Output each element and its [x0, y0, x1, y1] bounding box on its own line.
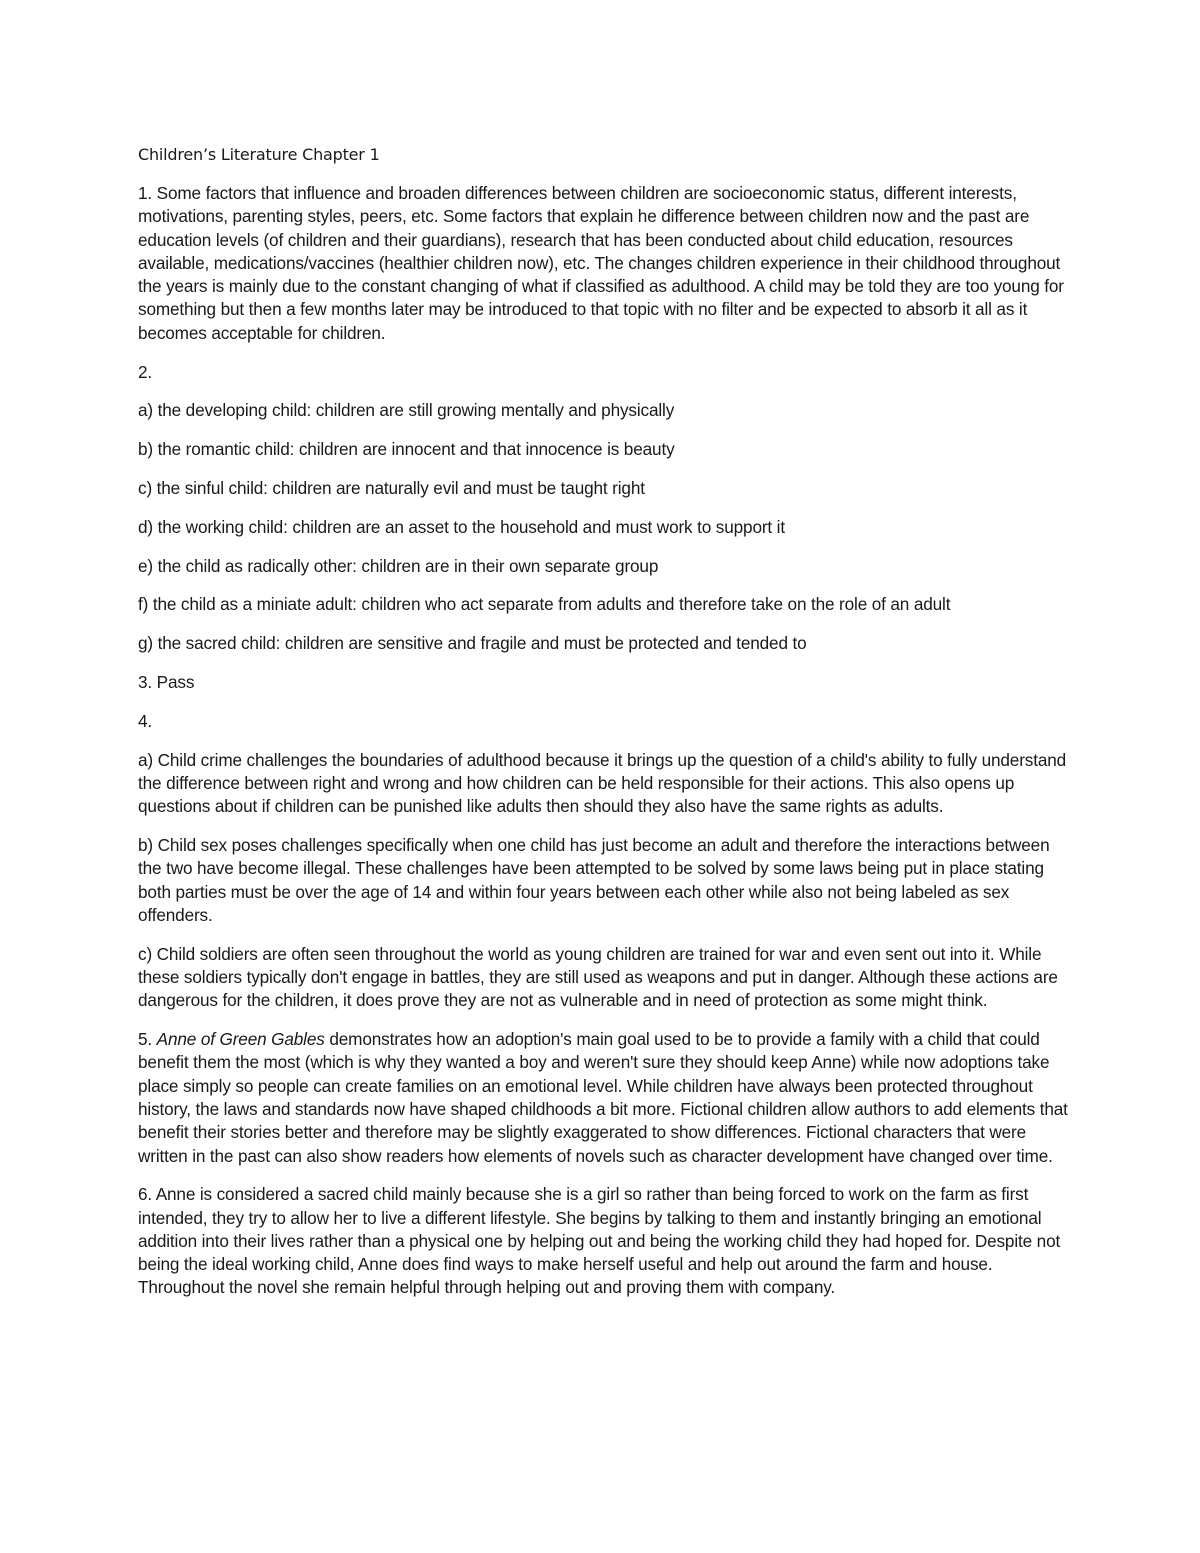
answer-5-text: demonstrates how an adoption's main goal used to be to provide a family with a child that could benefit them the most (which is why they wanted a boy and weren't sure they should keep Anne) while now adoptions take place simply so people can create families on an emotional level. While children have always been protected throughout history, the laws and standards now have shaped childhoods a bit more. Fictional children allow authors to add elements that benefit their stories better and therefore may be slightly exaggerated to show differences. Fictional characters that were written in the past can also show readers how elements of novels such as character development have changed over time. — [138, 1029, 1068, 1166]
answer-2-item-b: b) the romantic child: children are innocent and that innocence is beauty — [138, 439, 675, 460]
answer-5 — [138, 1028, 1068, 1168]
answer-5-number: 5. — [138, 1029, 157, 1050]
answer-1-text: Some factors that influence and broaden differences between children are socioeconomic status, different interests, motivations, parenting styles, peers, etc. Some factors that explain he difference between children now and the past are education levels (of children and their guardians), research that has been conducted about child education, resources available, medications/vaccines (healthier children now), etc. The changes children experience in their childhood throughout the years is mainly due to the constant changing of what if classified as adulthood. A child may be told they are too young for something but then a few months later may be introduced to that topic with no filter and be expected to absorb it all as it becomes acceptable for children. — [138, 183, 1064, 343]
answer-2-item-a: a) the developing child: children are still growing mentally and physically — [138, 400, 675, 421]
document-body — [138, 140, 1068, 1315]
answer-1-number: 1. — [138, 183, 153, 203]
book-title: Anne of Green Gables — [156, 1029, 325, 1050]
answer-2-item-e: e) the child as radically other: children are in their own separate group — [138, 555, 659, 576]
answer-2-item-d: d) the working child: children are an asset to the household and must work to support it — [138, 516, 785, 537]
answer-2-item-f: f) the child as a miniate adult: children who act separate from adults and therefore take on the role of an adult — [138, 594, 951, 615]
answer-2-item-g: g) the sacred child: children are sensitive and fragile and must be protected and tended to — [138, 633, 807, 654]
answer-2-number: 2. — [138, 361, 153, 382]
answer-2-item-c: c) the sinful child: children are naturally evil and must be taught right — [138, 477, 645, 498]
answer-1 — [138, 182, 1068, 345]
answer-4-item-a: a) Child crime challenges the boundaries of adulthood because it brings up the question of a child's ability to fully understand the difference between right and wrong and how children can be held responsible for their actions. This also opens up questions about if children can be punished like adults then should they also have the same rights as adults. — [138, 749, 1067, 817]
answer-4-item-c: c) Child soldiers are often seen throughout the world as young children are trained for war and even sent out into it. While these soldiers typically don't engage in battles, they are still used as weapons and put in danger. Although these actions are dangerous for the children, it does prove they are not as vulnerable and in need of protection as some might think. — [138, 943, 1058, 1011]
document-title: Children’s Literature Chapter 1 — [138, 145, 380, 164]
answer-3: 3. Pass — [138, 671, 195, 692]
answer-4-item-b: b) Child sex poses challenges specifically when one child has just become an adult and therefore the interactions between the two have become illegal. These challenges have been attempted to be solved by some laws being put in place stating both parties must be over the age of 14 and within four years between each other while also not being labeled as sex offenders. — [138, 834, 1050, 925]
answer-4-number: 4. — [138, 710, 153, 731]
answer-6: 6. Anne is considered a sacred child mainly because she is a girl so rather than being forced to work on the farm as first intended, they try to allow her to live a different lifestyle. She begins by talking to them and instantly bringing an emotional addition into their lives rather than a physical one by helping out and being the working child they had hoped for. Despite not being the ideal working child, Anne does find ways to make herself useful and help out around the farm and house. Throughout the novel she remain helpful through helping out and proving them with company. — [138, 1184, 1061, 1298]
